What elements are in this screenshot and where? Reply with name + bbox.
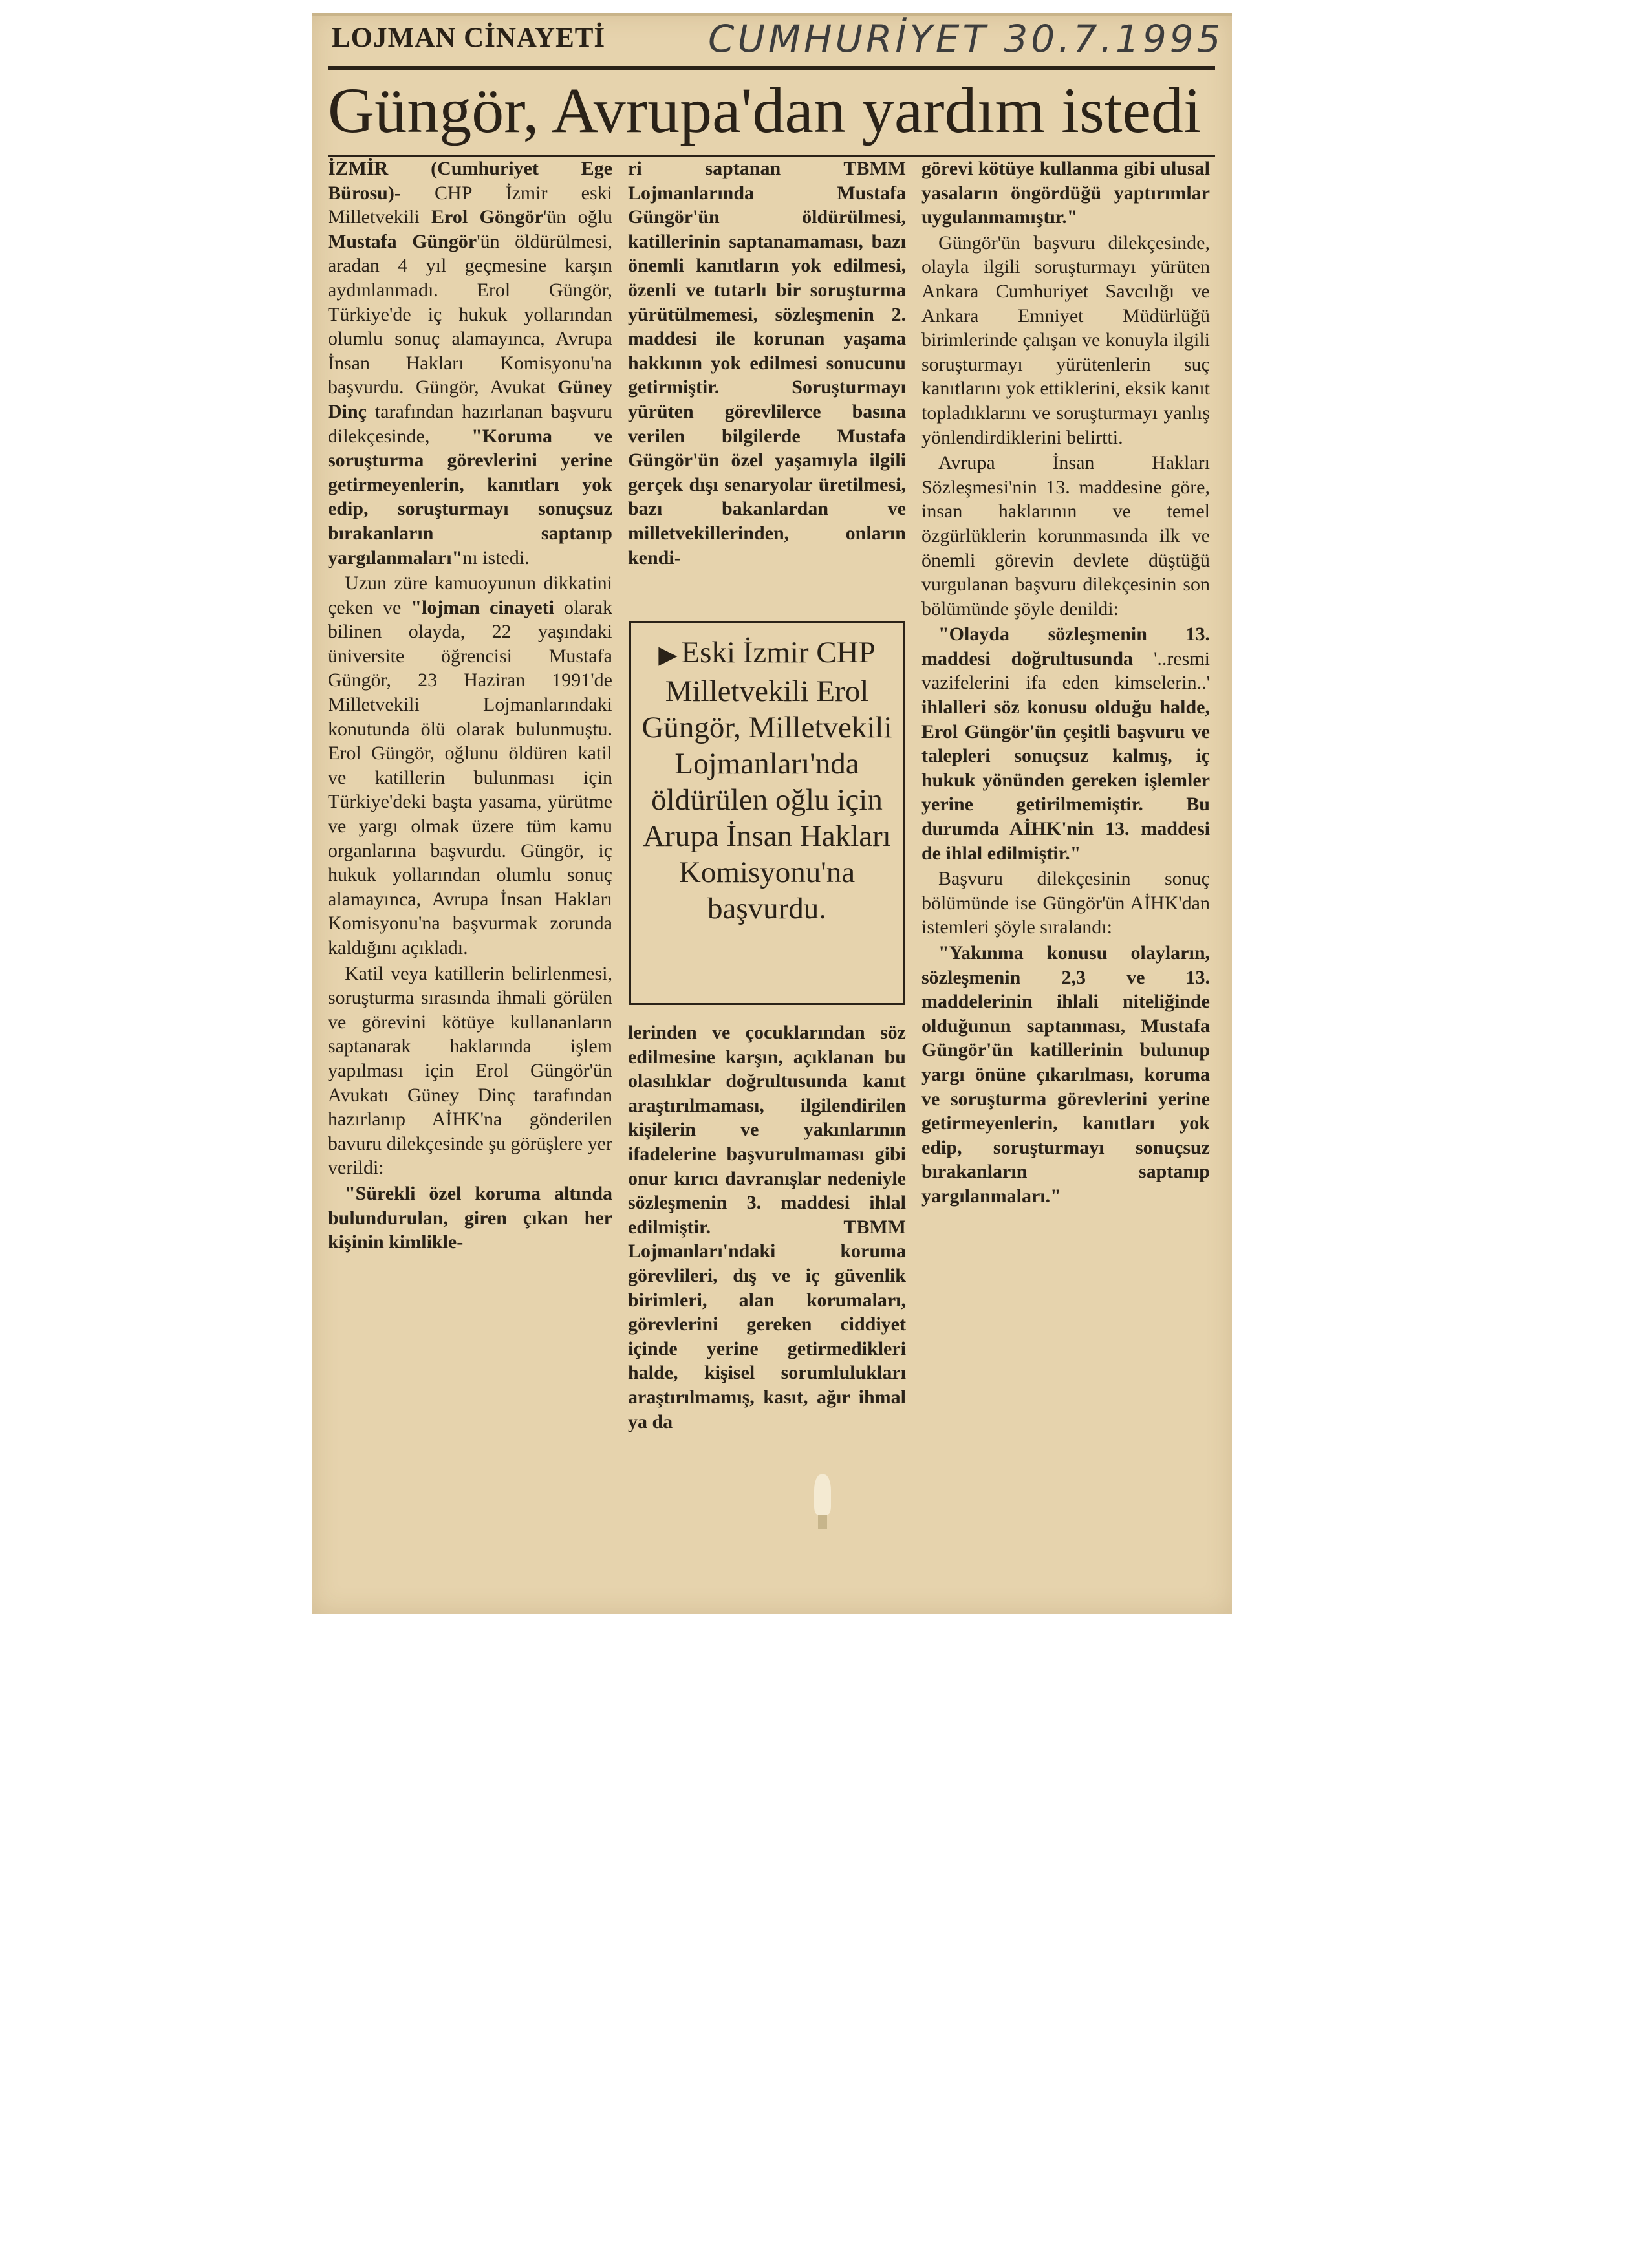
article-paragraph [328, 1182, 612, 1255]
bold-text-run: Güney Dinç [328, 376, 612, 422]
bold-text-run: "Sürekli özel koruma altında bulundurulan, giren çıkan her kişinin kimlikle- [328, 1182, 612, 1253]
text-run: CHP İzmir eski Milletvekili [328, 182, 612, 228]
bold-text-run: lerinden ve çocuklarından söz edilmesine karşın, açıklanan bu olasılıklar doğrultusunda kanıt araştırılmaması, ilgilendirilen kişilerin ve yakınlarının ifadelerine başvurulmaması gibi onur kırıcı davranışlar nedeniyle sözleşmenin 3. maddesi ihlal edilmiştir. TBMM Lojmanları'ndaki koruma görevlileri, dış ve iç güvenlik birimleri, alan korumaları, görevlerini gereken ciddiyet içinde yerine getirmedikleri halde, kişisel sorumlulukları araştırılmamış, kasıt, ağır ihmal ya da [628, 1022, 906, 1432]
bold-text-run: ihlalleri söz konusu olduğu halde, Erol Güngör'ün çeşitli başvuru ve talepleri sonuçsuz kalmış, iç hukuk yönünden gereken işlemler yerine getirilmemiştir. Bu durumda AİHK'nin 13. maddesi de ihlal edilmiştir." [921, 697, 1210, 864]
article-paragraph [921, 941, 1210, 1209]
article-paragraph [921, 157, 1210, 230]
text-run: 'ün oğlu [543, 206, 612, 228]
text-run: Katil veya katillerin belirlenmesi, soruşturma sırasında ihmali görülen ve görevini kötüye kullananların saptanarak haklarında işlem yapılması için Erol Güngör'ün Avukatı Güney Dinç tarafından hazırlanıp AİHK'na gönderilen bavuru dilekçesinde şu görüşlere yer verildi: [328, 962, 612, 1179]
article-paragraph [328, 157, 612, 570]
article-column-1 [328, 157, 612, 1255]
text-run: Güngör'ün başvuru dilekçesinde, olayla ilgili soruşturmayı yürüten Ankara Cumhuriyet Savcılığı ve Ankara Emniyet Müdürlüğü birimlerinde çalışan ve konuyla ilgili soruşturmayı yürütenlerin suç kanıtlarını yok ettiklerini, eksik kanıt topladıklarını ve soruşturmayı yanlış yönlendirdiklerini belirtti. [921, 232, 1210, 448]
article-paragraph [921, 867, 1210, 940]
bold-text-run: Mustafa Güngör [328, 230, 477, 252]
article-column-2-top [628, 157, 906, 570]
headline: Güngör, Avrupa'dan yardım istedi [328, 74, 1202, 146]
bold-text-run: Erol Göngör [431, 206, 543, 228]
text-run: olarak bilinen olayda, 22 yaşındaki üniversite öğrencisi Mustafa Güngör, 23 Haziran 1991'de Milletvekili Lojmanlarındaki konutunda ölü olarak bulunmuştu. Erol Güngör, oğlunu öldüren katil ve katillerin bulunması için Türkiye'deki başta yasama, yürütme ve yargı olmak üzere tüm kamu organlarına başvurdu. Güngör, iç hukuk yollarından olumlu sonuç alamayınca, Avrupa İnsan Hakları Komisyonu'na başvurmak zorunda kaldığını açıkladı. [328, 596, 612, 958]
article-paragraph [328, 571, 612, 960]
text-run: Avrupa İnsan Hakları Sözleşmesi'nin 13. maddesine göre, insan haklarının ve temel özgürlüklerin korunmasında ilk ve önemli görevin devlete düştüğü vurgulanan başvuru dilekçesinin son bölümünde şöyle denildi: [921, 452, 1210, 620]
bold-text-run: ri saptanan TBMM Lojmanlarında Mustafa Güngör'ün öldürülmesi, katillerinin saptanamaması, bazı önemli kanıtların yok edilmesi, özenli ve tutarlı bir soruşturma yürütülmemesi, sözleşmenin 2. maddesi ile korunan yaşama hakkının yok edilmesi sonucunu getirmiştir. Soruşturmayı yürüten görevlilerce basına verilen bilgilerde Mustafa Güngör'ün özel yaşamıyla ilgili gerçek dışı senaryolar üretilmesi, bazı bakanlardan ve milletvekillerinden, onların kendi- [628, 158, 906, 568]
article-paragraph [921, 231, 1210, 449]
top-rule [328, 66, 1215, 70]
text-run: 'ün öldürülmesi, aradan 4 yıl geçmesine karşın aydınlanmadı. Erol Güngör, Türkiye'de iç hukuk yollarından olumlu sonuç alamayınca, Avrupa İnsan Hakları Komisyonu'na başvurdu. Güngör, Avukat [328, 230, 612, 398]
text-run: Uzun züre kamuoyunun dikkatini çeken ve [328, 572, 612, 618]
bold-text-run: "Olayda sözleşmenin 13. maddesi doğrultusunda [921, 623, 1210, 669]
paper-damage-spot [814, 1474, 831, 1515]
bold-text-run: İZMİR (Cumhuriyet Ege Bürosu)- [328, 158, 612, 204]
article-column-3 [921, 157, 1210, 1209]
article-column-2-bottom [628, 1021, 906, 1434]
bold-text-run: "Yakınma konusu olayların, sözleşmenin 2,3 ve 13. maddelerinin ihlali niteliğinde olduğunun saptanması, Mustafa Güngör'ün katillerinin bulunup yargı önüne çıkarılması, koruma ve soruşturma görevlerini yerine getirmeyenlerin, kanıtları yok edip, soruşturmayı sonuçsuz bırakanların saptanıp yargılanmaları." [921, 942, 1210, 1207]
article-paragraph [328, 962, 612, 1180]
triangle-bullet-icon: ▶ [658, 642, 678, 669]
text-run: '..resmi vazifelerini ifa eden kimselerin..' [921, 647, 1211, 694]
pull-quote-box [629, 621, 905, 1005]
article-paragraph [921, 451, 1210, 621]
article-paragraph [628, 157, 906, 570]
bold-text-run: "Koruma ve soruşturma görevlerini yerine getirmeyenlerin, kanıtları yok edip, soruşturmayı sonuçsuz bırakanların saptanıp yargılanmaları" [328, 425, 612, 568]
bold-text-run: görevi kötüye kullanma gibi ulusal yasaların öngördüğü yaptırımlar uygulanmamıştır." [921, 158, 1210, 228]
handwritten-date-note: CUMHURİYET 30.7.1995 [708, 17, 1224, 61]
clipping-edge [312, 13, 1232, 16]
article-paragraph [628, 1021, 906, 1434]
bold-text-run: "lojman cinayeti [411, 596, 554, 618]
pull-quote-text: Eski İzmir CHP Milletvekili Erol Güngör, Milletvekili Lojmanları'nda öldürülen oğlu için Arupa İnsan Hakları Komisyonu'na başvurdu. [641, 636, 892, 926]
article-paragraph [921, 622, 1210, 865]
text-run: nı istedi. [462, 546, 530, 568]
kicker-label: LOJMAN CİNAYETİ [332, 23, 606, 53]
newspaper-clipping [312, 13, 1232, 1614]
text-run: Başvuru dilekçesinin sonuç bölümünde ise Güngör'ün AİHK'dan istemleri şöyle sıralandı: [921, 868, 1210, 938]
text-run: tarafından hazırlanan başvuru dilekçesinde, [328, 400, 612, 447]
